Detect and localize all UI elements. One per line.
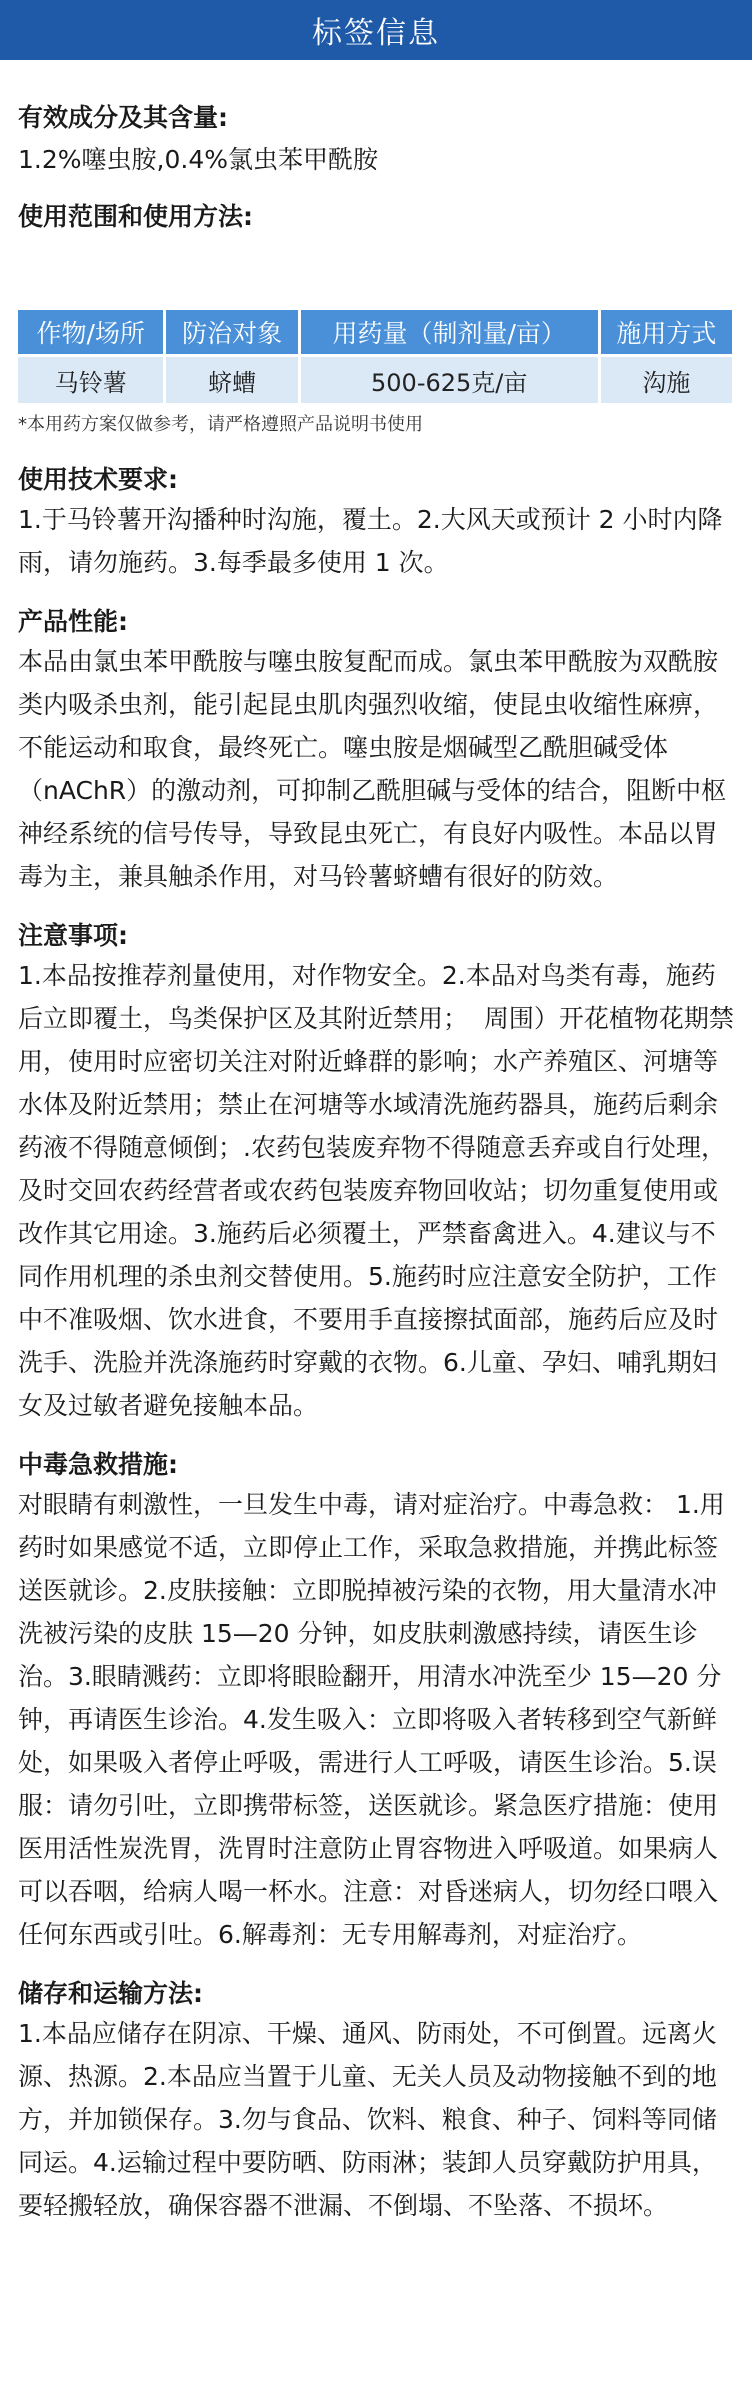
page-title: 标签信息 <box>312 16 440 51</box>
tech-text: 1.于马铃薯开沟播种时沟施，覆土。2.大风天或预计 2 小时内降雨，请勿施药。3.每季最多使用 1 次。 <box>18 505 723 577</box>
precautions-text: 1.本品按推荐剂量使用，对作物安全。2.本品对鸟类有毒，施药后立即覆土，鸟类保护区及其附近禁用； 周围）开花植物花期禁用，使用时应密切关注对附近蜂群的影响；水产养殖区、河塘等水体及附近禁用；禁止在河塘等水域清洗施药器具，施药后剩余药液不得随意倾倒；.农药包装废弃物不得随意丢弃或自行处理，及时交回农药经营者或农药包装废弃物回收站；切勿重复使用或改作其它用途。3.施药后必须覆土，严禁畜禽进入。4.建议与不同作用机理的杀虫剂交替使用。5.施药时应注意安全防护，工作中不准吸烟、饮水进食，不要用手直接擦拭面部，施药后应及时洗手、洗脸并洗涤施药时穿戴的衣物。6.儿童、孕妇、哺乳期妇女及过敏者避免接触本品。 <box>18 961 734 1420</box>
performance-title: 产品性能: <box>18 607 128 636</box>
table-header-target: 防治对象 <box>166 310 297 354</box>
table-cell-target: 蛴螬 <box>166 357 297 403</box>
storage-text: 1.本品应储存在阴凉、干燥、通风、防雨处，不可倒置。远离火源、热源。2.本品应当置于儿童、无关人员及动物接触不到的地方，并加锁保存。3.勿与食品、饮料、粮食、种子、饲料等同储同运。4.运输过程中要防晒、防雨淋；装卸人员穿戴防护用具，要轻搬轻放，确保容器不泄漏、不倒塌、不坠落、不损坏。 <box>18 2019 717 2220</box>
table-note: *本用药方案仅做参考，请严格遵照产品说明书使用 <box>18 414 423 435</box>
tech-title: 使用技术要求: <box>18 465 178 494</box>
storage-title: 储存和运输方法: <box>18 1979 203 2008</box>
usage-title: 使用范围和使用方法: <box>18 202 253 231</box>
dosage-table <box>15 307 735 406</box>
firstaid-title: 中毒急救措施: <box>18 1450 178 1479</box>
table-header-method: 施用方式 <box>601 310 732 354</box>
firstaid-text: 对眼睛有刺激性，一旦发生中毒，请对症治疗。中毒急救： 1.用药时如果感觉不适，立即停止工作，采取急救措施，并携此标签送医就诊。2.皮肤接触：立即脱掉被污染的衣物，用大量清水冲洗被污染的皮肤 15—20 分钟，如皮肤刺激感持续，请医生诊治。3.眼睛溅药：立即将眼睑翻开，用清水冲洗至少 15—20 分钟，再请医生诊治。4.发生吸入：立即将吸入者转移到空气新鲜处，如果吸入者停止呼吸，需进行人工呼吸，请医生诊治。5.误服：请勿引吐，立即携带标签，送医就诊。紧急医疗措施：使用医用活性炭洗胃，洗胃时注意防止胃容物进入呼吸道。如果病人可以吞咽，给病人喝一杯水。注意：对昏迷病人，切勿经口喂入任何东西或引吐。6.解毒剂：无专用解毒剂，对症治疗。 <box>18 1490 725 1949</box>
table-header-dosage: 用药量（制剂量/亩） <box>301 310 598 354</box>
performance-section <box>18 604 734 898</box>
performance-text: 本品由氯虫苯甲酰胺与噻虫胺复配而成。氯虫苯甲酰胺为双酰胺类内吸杀虫剂，能引起昆虫肌肉强烈收缩，使昆虫收缩性麻痹，不能运动和取食，最终死亡。噻虫胺是烟碱型乙酰胆碱受体（nAChR）的激动剂，可抑制乙酰胆碱与受体的结合，阻断中枢神经系统的信号传导，导致昆虫死亡，有良好内吸性。本品以胃毒为主，兼具触杀作用，对马铃薯蛴螬有很好的防效。 <box>18 647 727 891</box>
precautions-section <box>18 918 734 1427</box>
page-header <box>0 0 752 60</box>
ingredients-section <box>18 100 734 181</box>
table-cell-crop: 马铃薯 <box>18 357 163 403</box>
ingredients-title: 有效成分及其含量: <box>18 103 228 132</box>
ingredients-text: 1.2%噻虫胺,0.4%氯虫苯甲酰胺 <box>18 145 378 174</box>
table-header-row <box>18 310 732 354</box>
tech-section <box>18 462 734 584</box>
table-cell-dosage: 500-625克/亩 <box>301 357 598 403</box>
label-content <box>0 100 752 2227</box>
table-cell-method: 沟施 <box>601 357 732 403</box>
firstaid-section <box>18 1447 734 1956</box>
table-row <box>18 357 732 403</box>
usage-section <box>18 199 734 235</box>
precautions-title: 注意事项: <box>18 921 128 950</box>
table-header-crop: 作物/场所 <box>18 310 163 354</box>
storage-section <box>18 1976 734 2227</box>
dosage-table-wrap <box>18 307 734 438</box>
